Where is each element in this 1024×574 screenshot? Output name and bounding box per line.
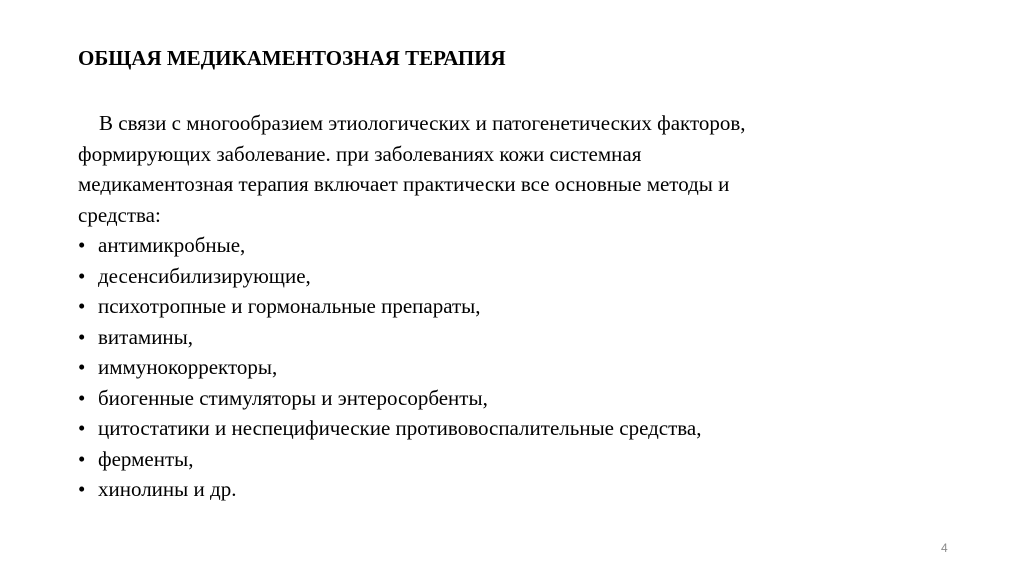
list-item-text: хинолины и др. (98, 477, 237, 501)
slide-title: ОБЩАЯ МЕДИКАМЕНТОЗНАЯ ТЕРАПИЯ (78, 46, 506, 70)
intro-paragraph (78, 108, 938, 230)
intro-line: медикаментозная терапия включает практически все основные методы и (78, 172, 730, 196)
list-item-text: цитостатики и неспецифические противовоспалительные средства, (98, 416, 702, 440)
bullet: • (78, 263, 86, 288)
page-number: 4 (941, 541, 948, 555)
bullet: • (78, 446, 86, 471)
list-item-text: психотропные и гормональные препараты, (98, 294, 481, 318)
list-item (78, 444, 938, 475)
bullet: • (78, 385, 86, 410)
list-item-text: ферменты, (98, 446, 194, 471)
therapy-list (78, 230, 938, 505)
bullet: • (78, 355, 86, 379)
list-item (78, 352, 938, 383)
list-item-text: витамины, (98, 324, 194, 349)
bullet: • (78, 294, 86, 318)
list-item (78, 230, 938, 261)
list-item (78, 261, 938, 292)
bullet: • (78, 416, 86, 440)
bullet: • (78, 324, 86, 349)
intro-line: формирующих заболевание. при заболеваниях кожи системная (78, 141, 642, 166)
list-item-text: десенсибилизирующие, (98, 263, 311, 288)
list-item (78, 383, 938, 414)
list-item-text: иммунокорректоры, (98, 355, 278, 379)
bullet: • (78, 477, 86, 501)
intro-line: В связи с многообразием этиологических и патогенетических факторов, (99, 111, 746, 135)
list-item-text: биогенные стимуляторы и энтеросорбенты, (98, 385, 488, 410)
intro-line: средства: (78, 202, 161, 227)
list-item-text: антимикробные, (98, 233, 246, 257)
list-item (78, 474, 938, 505)
slide-body (78, 108, 938, 505)
list-item (78, 291, 938, 322)
list-item (78, 413, 938, 444)
bullet: • (78, 233, 86, 257)
list-item (78, 322, 938, 353)
